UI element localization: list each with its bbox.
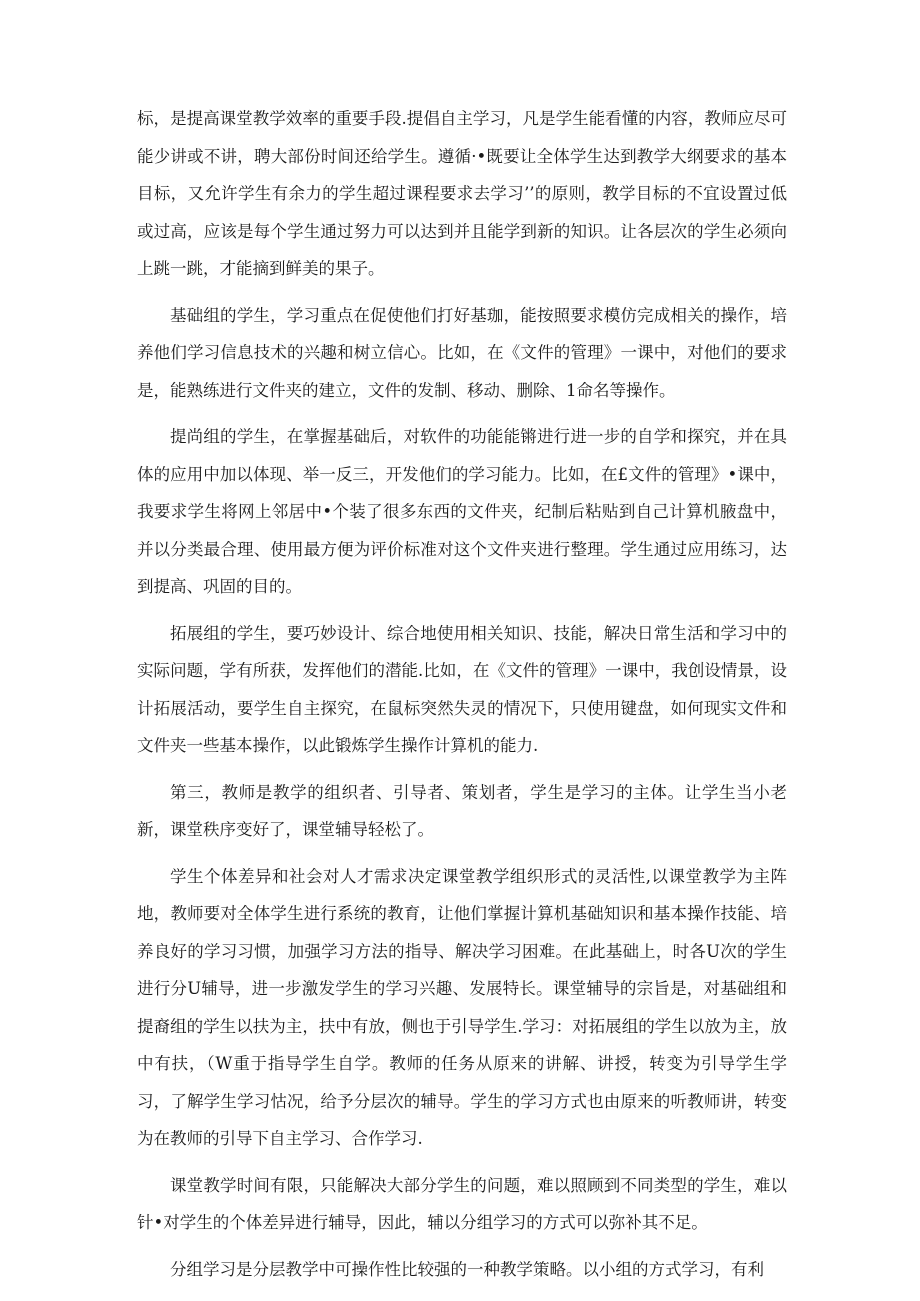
paragraph-7: 课堂教学时间有限，只能解决大部分学生的问题，难以照顾到不同类型的学生，难以针•对学生的个体差异进行辅导，因此，辅以分组学习的方式可以弥补其不足。 bbox=[137, 1175, 787, 1232]
paragraph-2: 基础组的学生，学习重点在促使他们打好基珈，能按照要求模仿完成相关的操作，培养他们学习信息技术的兴趣和树立信心。比如，在《文件的管理》一课中，对他们的要求是，能熟练进行文件夹的建立，文件的发制、移动、删除、1命名等操作。 bbox=[137, 305, 787, 400]
paragraph-5: 第三，教师是教学的组织者、引导者、策划者，学生是学习的主体。让学生当小老新，课堂秩序变好了，课堂辅导轻松了。 bbox=[137, 782, 787, 839]
paragraph-1: 标，是提高课堂教学效率的重要手段.提倡自主学习，凡是学生能看懂的内容，教师应尽可能少讲或不讲，聘大部份时间还给学生。遵循·•既要让全体学生达到教学大纲要求的基本目标，又允许学生有余力的学生超过课程要求去学习’’的原则，教学目标的不宜设置过低或过高，应该是每个学生通过努力可以达到并且能学到新的知识。让各层次的学生必须向上跳一跳，才能摘到鲜美的果子。 bbox=[137, 109, 787, 278]
document-page bbox=[137, 100, 787, 1297]
paragraph-3: 提尚组的学生，在掌握基础后，对软件的功能能锵进行进一步的自学和探究，并在具体的应用中加以体现、举一反三，开发他们的学习能力。比如，在£文件的管理》•课中，我要求学生将网上邻居中•个装了很多东西的文件夹，纪制后粘贴到自己计算机腋盘中，并以分类最合理、使用最方便为评价标准对这个文件夹进行整理。学生通过应用练习，达到提高、巩固的目的。 bbox=[137, 427, 787, 596]
paragraph-6: 学生个体差异和社会对人才需求决定课堂教学组织形式的灵活性,以课堂教学为主阵地，教师要对全体学生进行系统的教育，让他们掌握计算机基础知识和基本操作技能、培养良好的学习习惯，加强学习方法的指导、解决学习困难。在此基础上，时各U次的学生进行分U辅导，进一步激发学生的学习兴趣、发展特长。课堂辅导的宗旨是，对基础组和提裔组的学生以扶为主，扶中有放，侧也于引导学生.学习：对拓展组的学生以放为主，放中有扶，（W重于指导学生自学。教师的任务从原来的讲解、讲授，转变为引导学生学习，了解学生学习怙况，给予分层次的辅导。学生的学习方式也由原来的听教师讲，转变为在教师的引导下自主学习、合作学习. bbox=[137, 866, 787, 1148]
paragraph-4: 拓展组的学生，要巧妙设计、综合地使用相关知识、技能，解决日常生活和学习中的实际问题，学有所获，发挥他们的潜能.比如，在《文件的管理》一课中，我创设情景，设计拓展活动，要学生自主探究，在鼠标突然失灵的情况下，只使用键盘，如何现实文件和文件夹一些基本操作，以此锻炼学生操作计算机的能力. bbox=[137, 623, 787, 755]
paragraph-8: 分组学习是分层教学中可操作性比较强的一种教学策略。以小组的方式学习，有利 bbox=[170, 1259, 764, 1279]
